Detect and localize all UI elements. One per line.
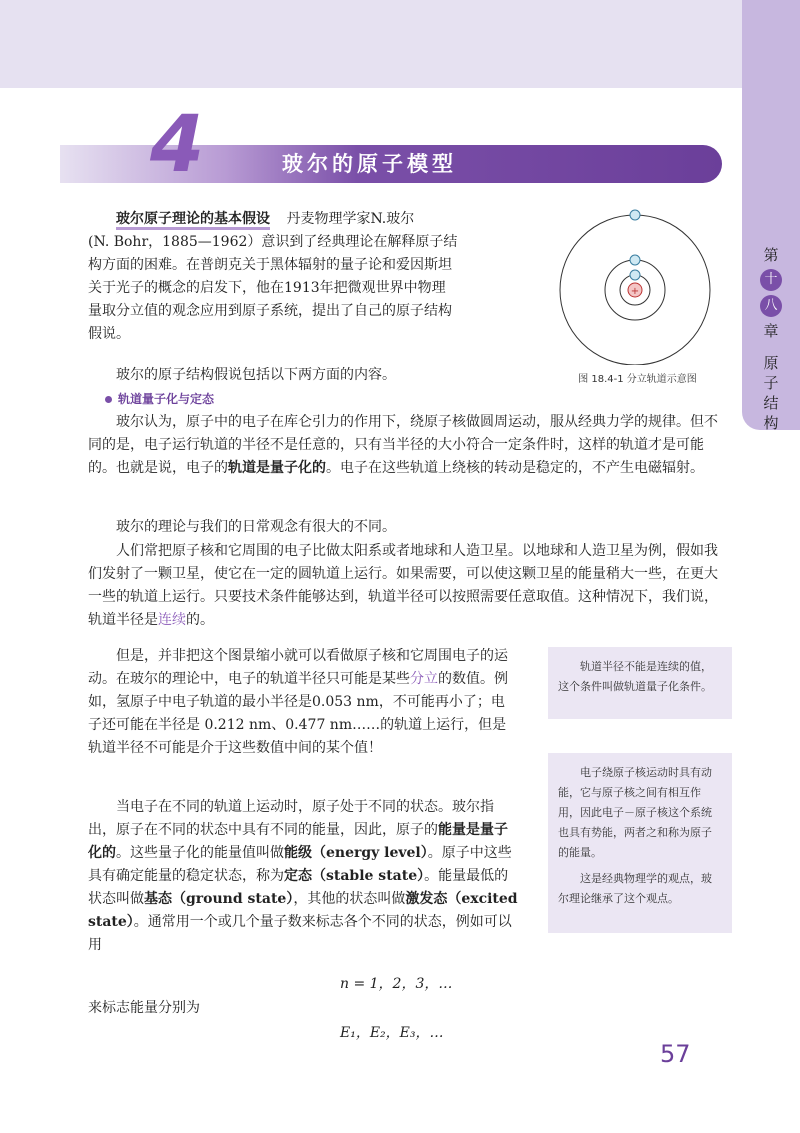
intro-line-0: 丹麦物理学家N.玻尔 [286,211,415,227]
kw-discrete: 分立 [410,671,438,687]
electron-icon-1 [630,270,640,280]
section-title: 玻尔的原子模型 [282,152,457,176]
para-states-4: 。能量最低的状态叫做 [88,868,509,907]
intro-line-4: 量取分立值的观念应用到原子系统，提出了自己的原子结构 [88,303,452,319]
intro-line-5: 假说。 [88,326,130,342]
para-but-2: 的数值。例如，氢原子中电子轨道的最小半径是0.053 nm，不可能再小了；电子还可能在半径是 0.212 nm、0.477 nm……的轨道上运行，但是轨道半径不可能是介于这些数值中间的某个值！ [88,671,508,756]
page-number: 57 [660,1040,691,1068]
para-bohr-1 [88,411,728,480]
para-but [88,645,518,760]
kw-energy-level: 能级（energy level） [284,845,428,861]
para-two-aspects: 玻尔的原子结构假说包括以下两方面的内容。 [116,367,396,383]
side-tab-num2: 八 [760,295,782,317]
subsection-title: 轨道量子化与定态 [118,392,215,406]
kw-quantized-orbit: 轨道是量子化的 [228,460,326,476]
kw-excited: 激发态（excited state） [88,891,518,930]
section-lead: 玻尔原子理论的基本假设 [116,211,270,230]
side-tab-title-char: 构 [763,414,779,432]
para-bohr-1-end: 。电子在这些轨道上绕核的转动是稳定的，不产生电磁辐射。 [326,460,704,476]
formula-E: E₁，E₂，E₃，… [340,1025,444,1041]
bullet-icon [105,396,112,403]
para-states-1: 当电子在不同的轨道上运动时，原子处于不同的状态。玻尔指出，原子在不同的状态中具有不同的能量，因此，原子的 [88,799,494,838]
margin-note-3: 这是经典物理学的观点，玻尔理论继承了这个观点。 [548,867,732,933]
intro-line-3: 关于光子的概念的启发下，他在1913年把微观世界中物理 [88,280,446,296]
kw-ground: 基态（ground state） [144,891,294,907]
side-tab-title [742,353,800,433]
orbit-diagram [555,205,720,365]
para-satellite-end: 的。 [186,612,214,628]
side-tab-text [742,245,800,433]
para-states-6: 。通常用一个或几个量子数来标志各个不同的状态，例如可以用 [88,914,512,953]
margin-note-2: 电子绕原子核运动时具有动能，它与原子核之间有相互作用，因此电子－原子核这个系统也具有势能，两者之和称为原子的能量。 [548,753,732,867]
para-satellite-text: 人们常把原子核和它周围的电子比做太阳系或者地球和人造卫星。以地球和人造卫星为例，假如我们发射了一颗卫星，使它在一定的圆轨道上运行。如果需要，可以使这颗卫星的能量稍大一些，在更大一些的轨道上运行。只要技术条件能够达到，轨道半径可以按照需要任意取值。这种情况下，我们说，轨道半径是 [88,543,718,628]
side-tab-prefix: 第 [763,246,779,264]
chapter-side-tab [742,0,800,430]
side-tab-title-char: 结 [763,394,779,412]
figure-caption: 图 18.4-1 分立轨道示意图 [578,374,697,385]
electron-icon-3 [630,210,640,220]
para-satellite [88,540,728,632]
para-label-energy: 来标志能量分别为 [88,1000,200,1016]
intro-line-1: (N. Bohr，1885—1962）意识到了经典理论在解释原子结 [88,234,458,250]
para-states-2: 。这些量子化的能量值叫做 [116,845,284,861]
top-band [0,0,742,88]
para-but-1: 但是，并非把这个图景缩小就可以看做原子核和它周围电子的运动。在玻尔的理论中，电子的轨道半径只可能是某些 [88,648,508,687]
side-tab-title-char: 子 [763,374,779,392]
intro-paragraph [88,208,538,346]
intro-line-2: 构方面的困难。在普朗克关于黑体辐射的量子论和爱因斯坦 [88,257,452,273]
nucleus-symbol: + [630,286,640,297]
para-diff: 玻尔的理论与我们的日常观念有很大的不同。 [116,519,396,535]
para-states-3: 。原子中这些具有确定能量的稳定状态，称为 [88,845,512,884]
orbit-figure [555,205,720,395]
kw-energy-quantized: 能量是量子化的 [88,822,508,861]
side-tab-title-char: 原 [763,354,779,372]
para-states [88,796,518,957]
formula-n: n = 1，2，3，… [340,976,453,992]
electron-icon-2 [630,255,640,265]
section-number: 4 [150,100,205,190]
kw-stationary: 定态（stable state） [284,868,425,884]
para-states-5: ，其他的状态叫做 [293,891,406,907]
subsection-heading [105,390,214,407]
para-bohr-1-text: 玻尔认为，原子中的电子在库仑引力的作用下，绕原子核做圆周运动，服从经典力学的规律。但不同的是，电子运行轨道的半径不是任意的，只有当半径的大小符合一定条件时，这样的轨道才是可能的。也就是说，电子的 [88,414,718,476]
margin-note-1: 轨道半径不能是连续的值，这个条件叫做轨道量子化条件。 [548,647,732,719]
kw-continuous: 连续 [158,612,186,628]
side-tab-suffix: 章 [763,322,779,340]
side-tab-num1: 十 [760,269,782,291]
